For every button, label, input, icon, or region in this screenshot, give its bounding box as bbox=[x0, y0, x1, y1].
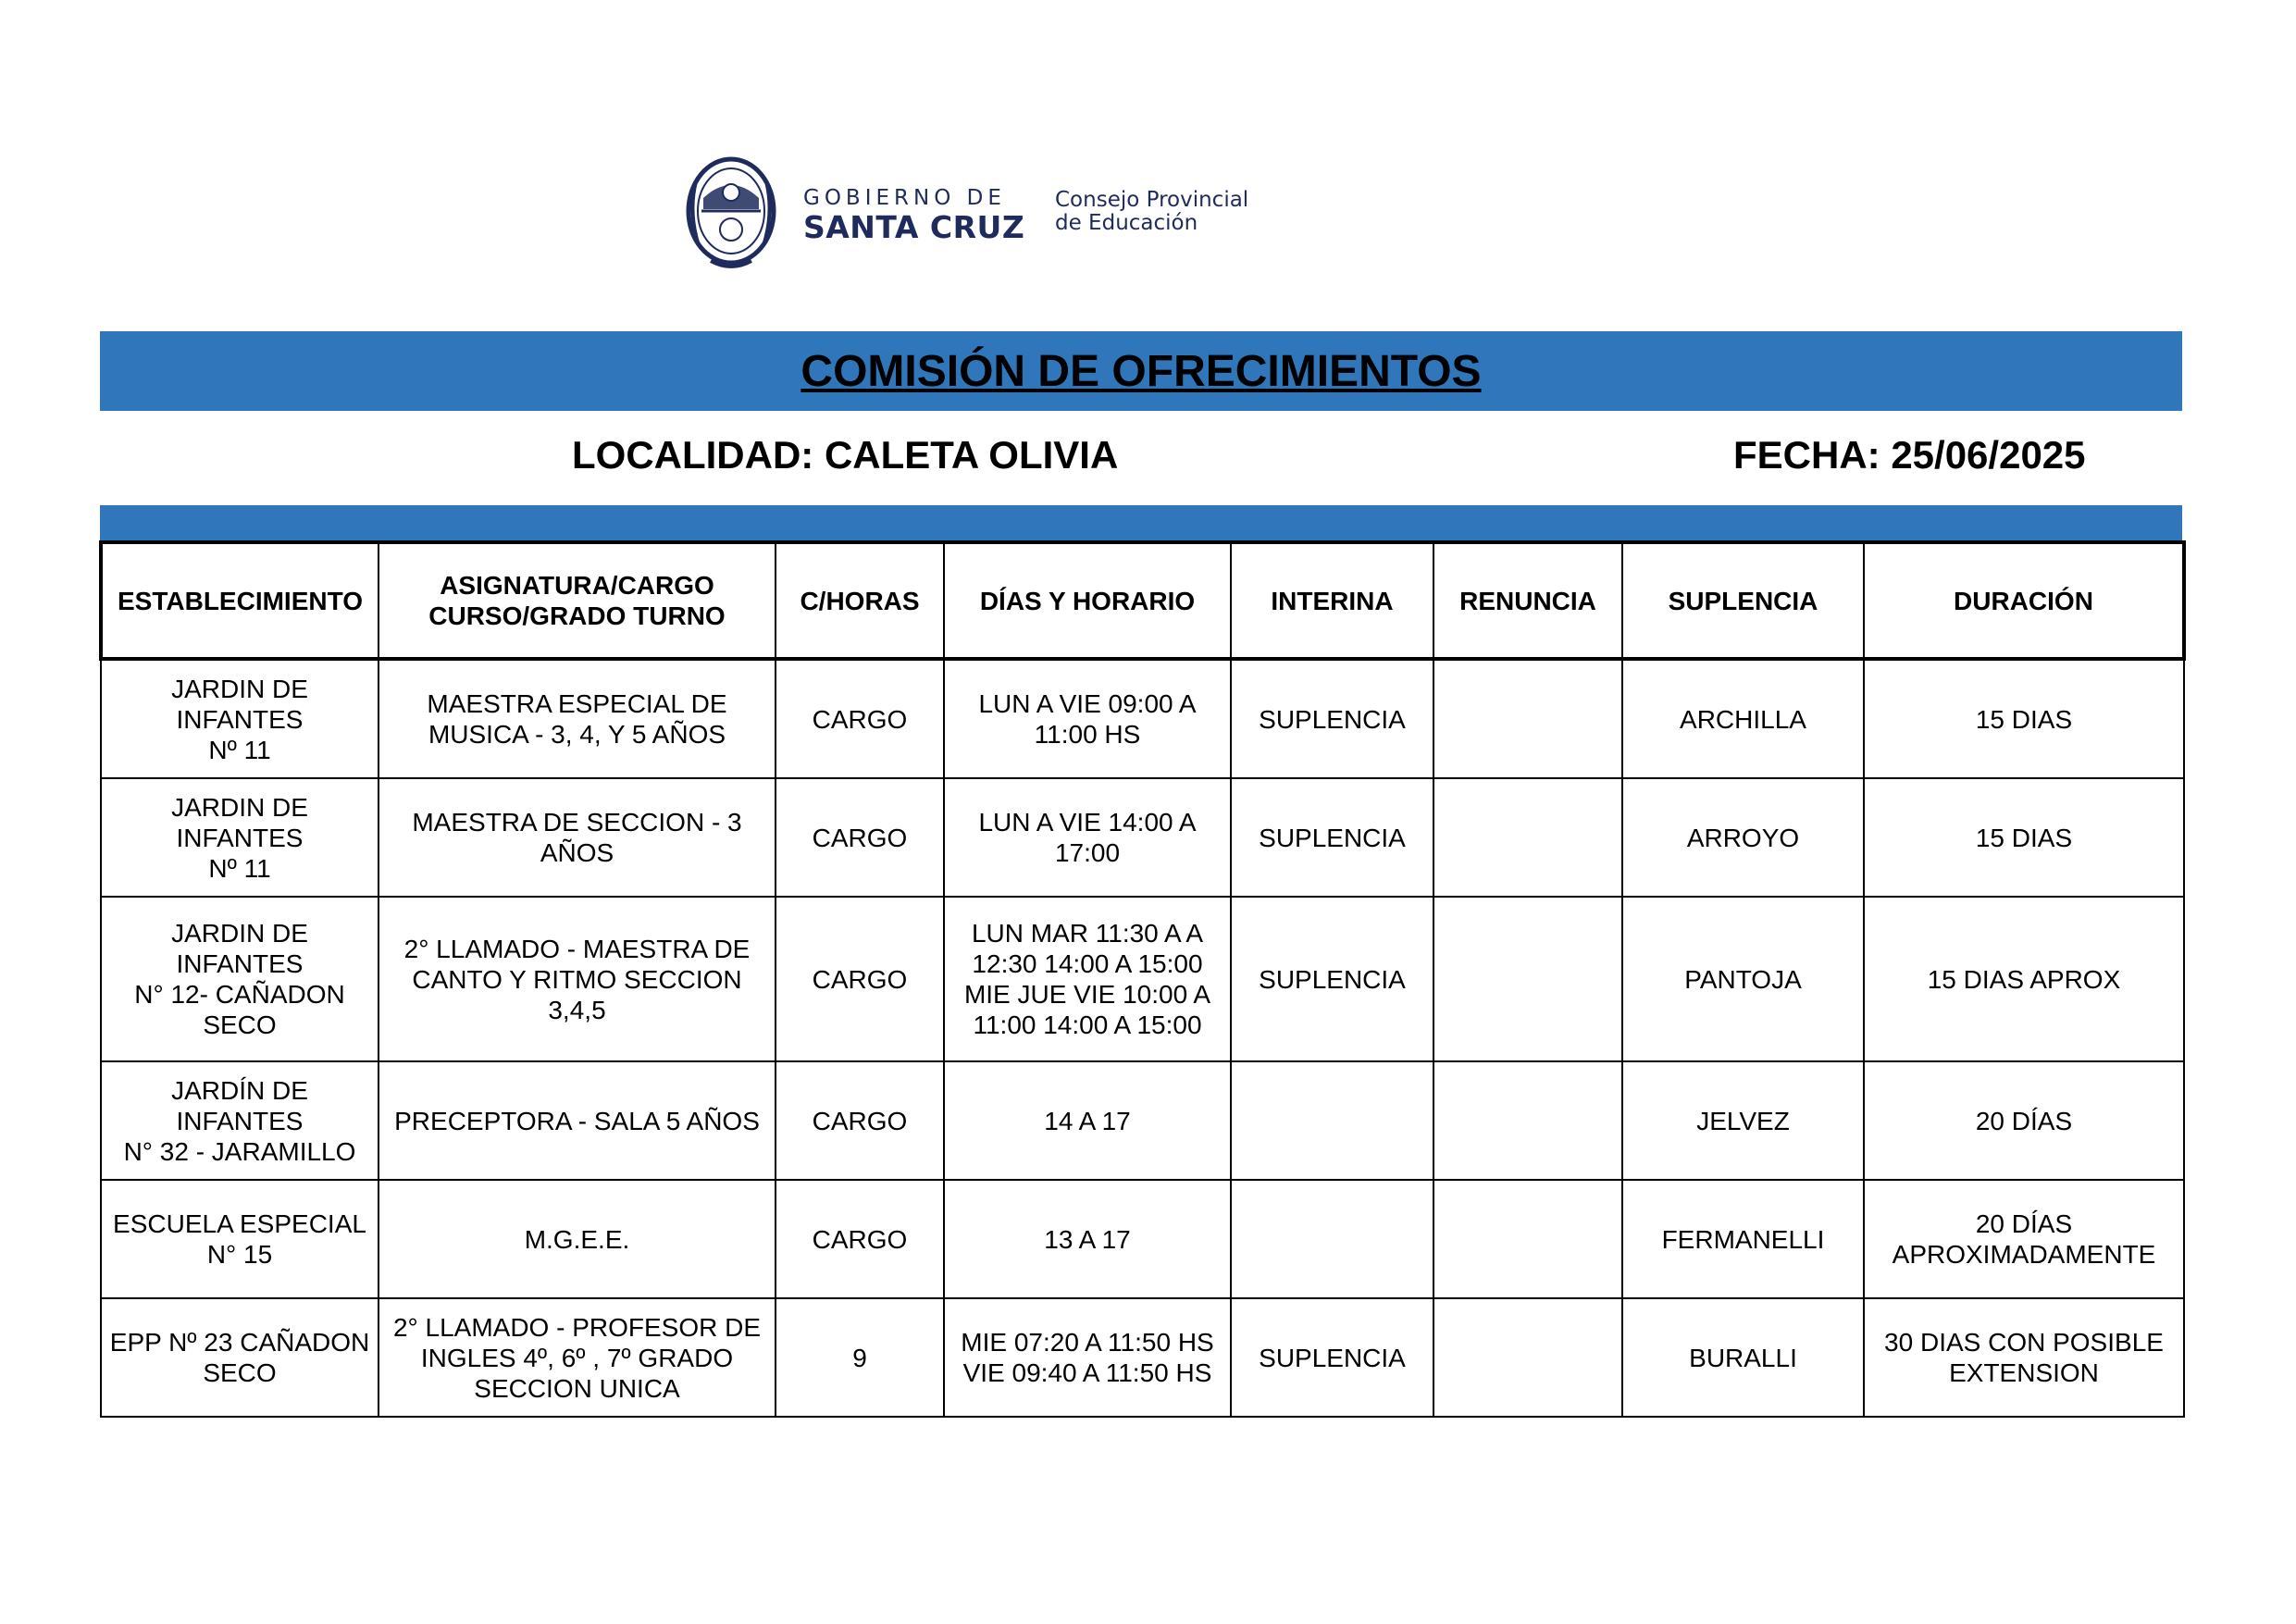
cell-asignatura: MAESTRA ESPECIAL DE MUSICA - 3, 4, Y 5 AÑOS bbox=[379, 659, 776, 778]
cell-horas: CARGO bbox=[776, 778, 944, 897]
cell-establecimiento: JARDIN DE INFANTES Nº 11 bbox=[101, 778, 379, 897]
cell-suplencia: ARCHILLA bbox=[1622, 659, 1864, 778]
table-header-row bbox=[101, 542, 2184, 659]
santa-cruz-label: SANTA CRUZ bbox=[803, 209, 1025, 245]
cell-duracion: 20 DÍAS bbox=[1864, 1061, 2184, 1180]
col-header-interina: INTERINA bbox=[1231, 542, 1433, 659]
cell-renuncia bbox=[1433, 1180, 1622, 1298]
col-header-renuncia: RENUNCIA bbox=[1433, 542, 1622, 659]
cell-interina: SUPLENCIA bbox=[1231, 778, 1433, 897]
provincial-seal-icon bbox=[683, 154, 779, 274]
cell-renuncia bbox=[1433, 659, 1622, 778]
cell-renuncia bbox=[1433, 897, 1622, 1061]
cell-suplencia: BURALLI bbox=[1622, 1298, 1864, 1417]
table-row bbox=[101, 897, 2184, 1061]
cell-renuncia bbox=[1433, 778, 1622, 897]
cell-suplencia: ARROYO bbox=[1622, 778, 1864, 897]
consejo-line1: Consejo Provincial bbox=[1055, 188, 1249, 212]
cell-duracion: 15 DIAS APROX bbox=[1864, 897, 2184, 1061]
cell-horas: CARGO bbox=[776, 897, 944, 1061]
fecha-label: FECHA: 25/06/2025 bbox=[1733, 433, 2086, 477]
table-row bbox=[101, 1298, 2184, 1417]
cell-duracion: 15 DIAS bbox=[1864, 778, 2184, 897]
col-header-horario: DÍAS Y HORARIO bbox=[944, 542, 1231, 659]
table-row bbox=[101, 659, 2184, 778]
col-header-establecimiento: ESTABLECIMIENTO bbox=[101, 542, 379, 659]
cell-establecimiento: ESCUELA ESPECIAL N° 15 bbox=[101, 1180, 379, 1298]
cell-duracion: 30 DIAS CON POSIBLE EXTENSION bbox=[1864, 1298, 2184, 1417]
cell-horario: LUN MAR 11:30 A A 12:30 14:00 A 15:00 MIE JUE VIE 10:00 A 11:00 14:00 A 15:00 bbox=[944, 897, 1231, 1061]
gobierno-label: GOBIERNO DE bbox=[803, 186, 1006, 210]
cell-horario: 14 A 17 bbox=[944, 1061, 1231, 1180]
cell-horario: LUN A VIE 09:00 A 11:00 HS bbox=[944, 659, 1231, 778]
table-row bbox=[101, 1061, 2184, 1180]
cell-establecimiento: JARDÍN DE INFANTES N° 32 - JARAMILLO bbox=[101, 1061, 379, 1180]
cell-horario: MIE 07:20 A 11:50 HS VIE 09:40 A 11:50 HS bbox=[944, 1298, 1231, 1417]
cell-renuncia bbox=[1433, 1298, 1622, 1417]
consejo-label bbox=[1055, 189, 1248, 235]
title-banner bbox=[100, 331, 2182, 411]
cell-establecimiento: JARDIN DE INFANTES Nº 11 bbox=[101, 659, 379, 778]
cell-asignatura: MAESTRA DE SECCION - 3 AÑOS bbox=[379, 778, 776, 897]
cell-establecimiento: JARDIN DE INFANTES N° 12- CAÑADON SECO bbox=[101, 897, 379, 1061]
col-header-asignatura: ASIGNATURA/CARGO CURSO/GRADO TURNO bbox=[379, 542, 776, 659]
cell-asignatura: 2° LLAMADO - MAESTRA DE CANTO Y RITMO SECCION 3,4,5 bbox=[379, 897, 776, 1061]
cell-suplencia: JELVEZ bbox=[1622, 1061, 1864, 1180]
cell-horas: CARGO bbox=[776, 1180, 944, 1298]
cell-horas: CARGO bbox=[776, 1061, 944, 1180]
cell-interina: SUPLENCIA bbox=[1231, 659, 1433, 778]
table-top-bar bbox=[100, 505, 2182, 540]
cell-asignatura: 2° LLAMADO - PROFESOR DE INGLES 4º, 6º , 7º GRADO SECCION UNICA bbox=[379, 1298, 776, 1417]
cell-interina: SUPLENCIA bbox=[1231, 897, 1433, 1061]
table-row bbox=[101, 1180, 2184, 1298]
cell-suplencia: FERMANELLI bbox=[1622, 1180, 1864, 1298]
cell-establecimiento: EPP Nº 23 CAÑADON SECO bbox=[101, 1298, 379, 1417]
cell-horas: 9 bbox=[776, 1298, 944, 1417]
cell-renuncia bbox=[1433, 1061, 1622, 1180]
header-logo bbox=[683, 154, 1275, 274]
col-header-suplencia: SUPLENCIA bbox=[1622, 542, 1864, 659]
consejo-line2: de Educación bbox=[1055, 211, 1198, 235]
cell-asignatura: M.G.E.E. bbox=[379, 1180, 776, 1298]
cell-interina bbox=[1231, 1180, 1433, 1298]
cell-asignatura: PRECEPTORA - SALA 5 AÑOS bbox=[379, 1061, 776, 1180]
cell-horas: CARGO bbox=[776, 659, 944, 778]
cell-duracion: 15 DIAS bbox=[1864, 659, 2184, 778]
page-title: COMISIÓN DE OFRECIMIENTOS bbox=[800, 346, 1482, 396]
col-header-horas: C/HORAS bbox=[776, 542, 944, 659]
cell-horario: 13 A 17 bbox=[944, 1180, 1231, 1298]
table-row bbox=[101, 778, 2184, 897]
cell-suplencia: PANTOJA bbox=[1622, 897, 1864, 1061]
cell-interina: SUPLENCIA bbox=[1231, 1298, 1433, 1417]
cell-duracion: 20 DÍAS APROXIMADAMENTE bbox=[1864, 1180, 2184, 1298]
cell-horario: LUN A VIE 14:00 A 17:00 bbox=[944, 778, 1231, 897]
ofrecimientos-table bbox=[99, 540, 2186, 1418]
cell-interina bbox=[1231, 1061, 1433, 1180]
col-header-duracion: DURACIÓN bbox=[1864, 542, 2184, 659]
localidad-label: LOCALIDAD: CALETA OLIVIA bbox=[572, 433, 1119, 477]
